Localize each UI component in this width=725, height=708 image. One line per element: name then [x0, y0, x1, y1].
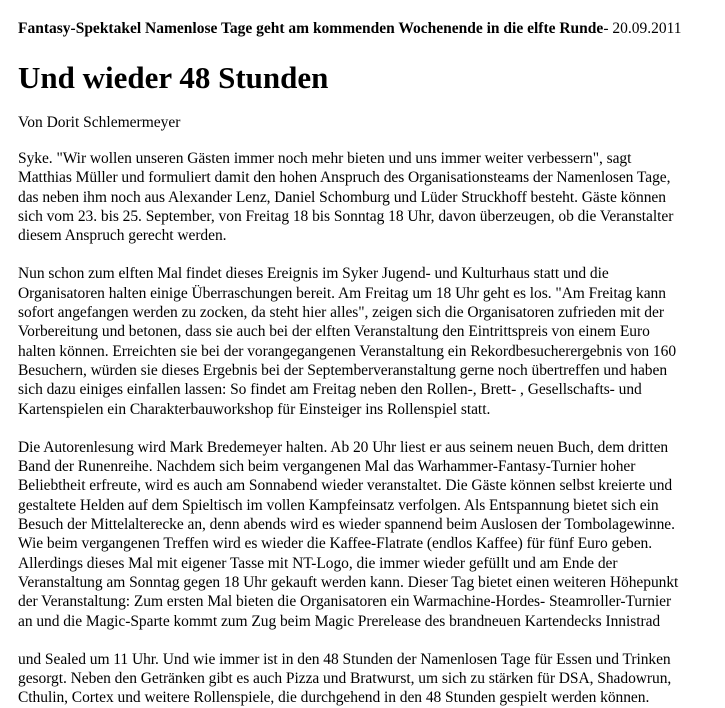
- article: [18, 20, 708, 708]
- paragraph-line: und Sealed um 11 Uhr. Und wie immer ist in den 48 Stunden der Namenlosen Tage für Essen und Trinken: [18, 650, 671, 668]
- paragraph-line: Besuch der Mittelalterecke an, denn abends wird es wieder spannend beim Auslosen der Tombolagewinne.: [18, 516, 675, 534]
- paragraph-line: Syke. "Wir wollen unseren Gästen immer noch mehr bieten und uns immer weiter verbessern", sagt: [18, 150, 632, 167]
- paragraph-line: sofort angefangen werden zu zocken, da steht hier alles", zeigen sich die Organisatoren zufrieden mit der: [18, 304, 664, 322]
- paragraph-line: Organisatoren halten einige Überraschungen bereit. Am Freitag um 18 Uhr geht es los. "Am Freitag kann: [18, 284, 666, 302]
- article-paragraph: [18, 264, 708, 418]
- paragraph-line: Die Autorenlesung wird Mark Bredemeyer halten. Ab 20 Uhr liest er aus seinem neuen Buch, dem dritten: [18, 438, 669, 456]
- paragraph-line: Cthulin, Cortex und weitere Rollenspiele, die durchgehend in den 48 Stunden gespielt werden können.: [18, 689, 650, 707]
- paragraph-line: sich dazu einiges einfallen lassen: So findet am Freitag neben den Rollen-, Brett- , Gesellschafts- und: [18, 381, 642, 399]
- paragraph-line: Vorbereitung und betonen, dass sie auch bei der elften Veranstaltung den Eintrittspreis von einem Euro: [18, 323, 650, 341]
- article-author: Von Dorit Schlemermeyer: [18, 114, 181, 131]
- article-kicker: [18, 20, 708, 38]
- paragraph-line: gesorgt. Neben den Getränken gibt es auch Pizza und Bratwurst, um sich zu stärken für DSA, Shadowrun,: [18, 670, 672, 688]
- paragraph-line: Wie beim vergangenen Treffen wird es wieder die Kaffee-Flatrate (endlos Kaffee) für fünf Euro geben.: [18, 535, 653, 553]
- article-paragraph: [18, 438, 708, 631]
- paragraph-line: Matthias Müller und formuliert damit den hohen Anspruch des Organisationsteams der Namenlosen Tage,: [18, 169, 671, 187]
- kicker-date: - 20.09.2011: [603, 20, 682, 37]
- paragraph-line: Veranstaltung am Sonntag gegen 18 Uhr gekauft werden kann. Dieser Tag bietet einen weiteren Höhepunkt: [18, 573, 679, 591]
- paragraph-line: Besuchern, würden sie dieses Ergebnis bei der Septemberveranstaltung gerne noch übertreffen und haben: [18, 361, 668, 379]
- article-paragraph: [18, 149, 708, 245]
- paragraph-line: Allerdings dieses Mal mit eigener Tasse mit NT-Logo, die immer wieder gefüllt und am Ende der: [18, 554, 618, 572]
- paragraph-line: diesem Anspruch gerecht werden.: [18, 227, 227, 245]
- paragraph-line: das neben ihm noch aus Alexander Lenz, Daniel Schomburg und Lüder Struckhoff besteht. Gäste können: [18, 188, 666, 206]
- paragraph-line: gestaltete Helden auf dem Spieltisch im vollen Kampfeinsatz verfolgen. Als Entspannung bietet sich ein: [18, 496, 659, 514]
- paragraph-line: der Veranstaltung: Zum ersten Mal bieten die Organisatoren ein Warmachine-Hordes- Steamroller-Turnier: [18, 593, 672, 611]
- paragraph-line: Nun schon zum elften Mal findet dieses Ereignis im Syker Jugend- und Kulturhaus statt und die: [18, 265, 609, 283]
- paragraph-line: Beliebtheit erfreute, wird es auch am Sonnabend wieder veranstaltet. Die Gäste können selbst kreierte und: [18, 477, 673, 495]
- paragraph-line: Band der Runenreihe. Nachdem sich beim vergangenen Mal das Warhammer-Fantasy-Turnier hoher: [18, 458, 636, 476]
- paragraph-line: Kartenspielen ein Charakterbauworkshop für Einsteiger ins Rollenspiel statt.: [18, 400, 491, 418]
- article-paragraph: [18, 650, 708, 708]
- paragraph-line: sich vom 23. bis 25. September, von Freitag 18 bis Sonntag 18 Uhr, davon überzeugen, ob die Veranstalter: [18, 207, 674, 225]
- article-headline: Und wieder 48 Stunden: [18, 60, 329, 95]
- paragraph-line: halten können. Erreichten sie bei der vorangegangenen Veranstaltung ein Rekordbesucherergebnis von 160: [18, 342, 677, 360]
- kicker-title: Fantasy-Spektakel Namenlose Tage geht am kommenden Wochenende in die elfte Runde: [18, 20, 604, 37]
- paragraph-line: an und die Magic-Sparte kommt zum Zug beim Magic Prerelease des brandneuen Kartendecks Innistrad: [18, 612, 661, 630]
